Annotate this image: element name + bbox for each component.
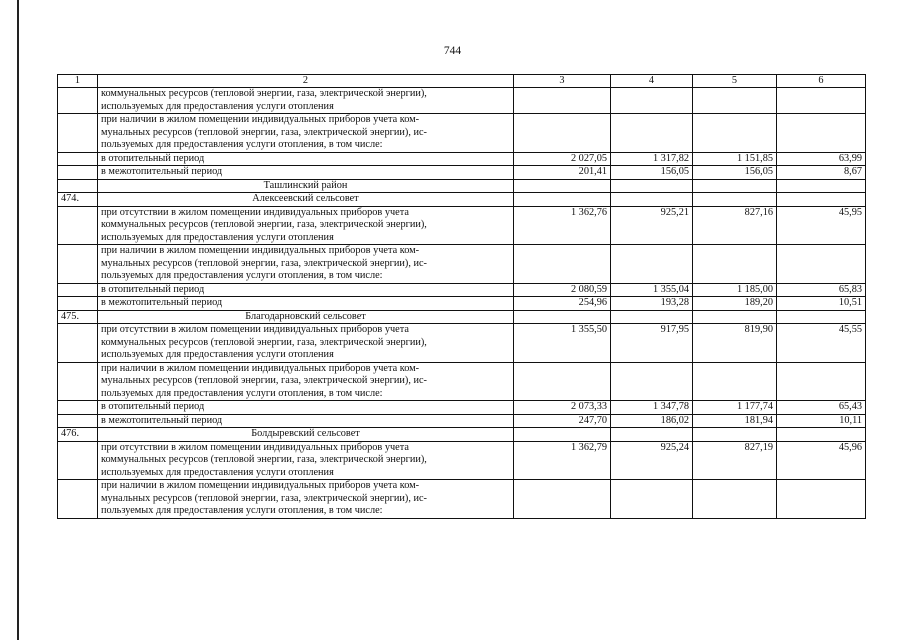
- value-cell: 1 347,78: [611, 401, 693, 415]
- header-cell: 4: [611, 75, 693, 88]
- section-title: Благодарновский сельсовет: [98, 310, 514, 324]
- value-cell: 10,51: [777, 297, 866, 311]
- row-number-cell: [58, 297, 98, 311]
- empty-cell: [693, 310, 777, 324]
- row-number-cell: [58, 480, 98, 519]
- empty-cell: [514, 428, 611, 442]
- page-number: 744: [443, 45, 462, 57]
- table-row: [58, 362, 866, 401]
- table-row: [58, 283, 866, 297]
- value-cell: 1 362,76: [514, 206, 611, 245]
- row-description: в отопительный период: [98, 401, 514, 415]
- value-cell: [514, 362, 611, 401]
- table-row: [58, 206, 866, 245]
- row-description: при наличии в жилом помещении индивидуальных приборов учета ком- мунальных ресурсов (тепловой энергии, газа, электрической энергии), ис- пользуемых для предоставления услуги отопления, в том числе:: [98, 480, 514, 519]
- value-cell: [693, 245, 777, 284]
- row-number-cell: [58, 88, 98, 114]
- value-cell: [693, 480, 777, 519]
- section-title: Болдыревский сельсовет: [98, 428, 514, 442]
- table-row: [58, 324, 866, 363]
- table-row: [58, 414, 866, 428]
- table-row: [58, 114, 866, 153]
- empty-cell: [693, 193, 777, 207]
- row-number-cell: [58, 441, 98, 480]
- scan-edge-line: [17, 0, 19, 640]
- value-cell: 186,02: [611, 414, 693, 428]
- value-cell: [611, 88, 693, 114]
- value-cell: [777, 114, 866, 153]
- row-number: 474.: [58, 193, 98, 207]
- row-description: в межотопительный период: [98, 414, 514, 428]
- empty-cell: [611, 193, 693, 207]
- value-cell: [514, 480, 611, 519]
- value-cell: [693, 362, 777, 401]
- value-cell: [693, 114, 777, 153]
- empty-cell: [514, 179, 611, 193]
- row-description: при отсутствии в жилом помещении индивидуальных приборов учета коммунальных ресурсов (тепловой энергии, газа, электрической энергии), используемых для предоставления услуги отопления: [98, 441, 514, 480]
- header-cell: 6: [777, 75, 866, 88]
- row-number-cell: [58, 166, 98, 180]
- value-cell: 1 355,04: [611, 283, 693, 297]
- row-number-cell: [58, 401, 98, 415]
- value-cell: 45,95: [777, 206, 866, 245]
- row-description: в межотопительный период: [98, 297, 514, 311]
- value-cell: 925,21: [611, 206, 693, 245]
- value-cell: 827,16: [693, 206, 777, 245]
- value-cell: 1 362,79: [514, 441, 611, 480]
- value-cell: [777, 480, 866, 519]
- empty-cell: [611, 428, 693, 442]
- row-number: 475.: [58, 310, 98, 324]
- value-cell: 8,67: [777, 166, 866, 180]
- table-row: [58, 401, 866, 415]
- value-cell: 65,43: [777, 401, 866, 415]
- header-cell: 1: [58, 75, 98, 88]
- row-description: при наличии в жилом помещении индивидуальных приборов учета ком- мунальных ресурсов (тепловой энергии, газа, электрической энергии), ис- пользуемых для предоставления услуги отопления, в том числе:: [98, 362, 514, 401]
- value-cell: [777, 88, 866, 114]
- row-number-cell: [58, 414, 98, 428]
- value-cell: 1 355,50: [514, 324, 611, 363]
- value-cell: 45,96: [777, 441, 866, 480]
- value-cell: [514, 245, 611, 284]
- value-cell: [777, 245, 866, 284]
- empty-cell: [693, 428, 777, 442]
- empty-cell: [777, 179, 866, 193]
- value-cell: [514, 88, 611, 114]
- row-number-cell: [58, 245, 98, 284]
- tariff-table: [57, 74, 866, 519]
- row-description: при наличии в жилом помещении индивидуальных приборов учета ком- мунальных ресурсов (тепловой энергии, газа, электрической энергии), ис- пользуемых для предоставления услуги отопления, в том числе:: [98, 245, 514, 284]
- row-description: при отсутствии в жилом помещении индивидуальных приборов учета коммунальных ресурсов (тепловой энергии, газа, электрической энергии), используемых для предоставления услуги отопления: [98, 206, 514, 245]
- value-cell: 156,05: [611, 166, 693, 180]
- section-title: Алексеевский сельсовет: [98, 193, 514, 207]
- row-number-cell: [58, 283, 98, 297]
- value-cell: 156,05: [693, 166, 777, 180]
- value-cell: 247,70: [514, 414, 611, 428]
- table-row: [58, 245, 866, 284]
- value-cell: 819,90: [693, 324, 777, 363]
- row-number-cell: [58, 114, 98, 153]
- value-cell: [514, 114, 611, 153]
- value-cell: 925,24: [611, 441, 693, 480]
- empty-cell: [693, 179, 777, 193]
- value-cell: 917,95: [611, 324, 693, 363]
- header-cell: 5: [693, 75, 777, 88]
- value-cell: 10,11: [777, 414, 866, 428]
- value-cell: [693, 88, 777, 114]
- value-cell: 65,83: [777, 283, 866, 297]
- row-number-cell: [58, 324, 98, 363]
- section-row: [58, 310, 866, 324]
- table-row: [58, 297, 866, 311]
- value-cell: [611, 362, 693, 401]
- empty-cell: [611, 179, 693, 193]
- table-row: [58, 88, 866, 114]
- header-cell: 2: [98, 75, 514, 88]
- table-row: [58, 166, 866, 180]
- empty-cell: [777, 310, 866, 324]
- row-description: при наличии в жилом помещении индивидуальных приборов учета ком- мунальных ресурсов (тепловой энергии, газа, электрической энергии), ис- пользуемых для предоставления услуги отопления, в том числе:: [98, 114, 514, 153]
- value-cell: 1 177,74: [693, 401, 777, 415]
- empty-cell: [611, 310, 693, 324]
- value-cell: 45,55: [777, 324, 866, 363]
- value-cell: [777, 362, 866, 401]
- table-row: [58, 152, 866, 166]
- empty-cell: [777, 428, 866, 442]
- header-cell: 3: [514, 75, 611, 88]
- table-row: [58, 441, 866, 480]
- row-description: при отсутствии в жилом помещении индивидуальных приборов учета коммунальных ресурсов (тепловой энергии, газа, электрической энергии), используемых для предоставления услуги отопления: [98, 324, 514, 363]
- value-cell: 2 027,05: [514, 152, 611, 166]
- value-cell: 254,96: [514, 297, 611, 311]
- value-cell: [611, 480, 693, 519]
- district-name: Ташлинский район: [98, 179, 514, 193]
- section-row: [58, 193, 866, 207]
- value-cell: [611, 245, 693, 284]
- row-description: коммунальных ресурсов (тепловой энергии, газа, электрической энергии), используемых для предоставления услуги отопления: [98, 88, 514, 114]
- value-cell: 2 073,33: [514, 401, 611, 415]
- empty-cell: [58, 179, 98, 193]
- value-cell: 201,41: [514, 166, 611, 180]
- value-cell: 1 317,82: [611, 152, 693, 166]
- table-row: [58, 480, 866, 519]
- row-description: в межотопительный период: [98, 166, 514, 180]
- value-cell: 2 080,59: [514, 283, 611, 297]
- row-description: в отопительный период: [98, 283, 514, 297]
- district-row: [58, 179, 866, 193]
- value-cell: [611, 114, 693, 153]
- row-description: в отопительный период: [98, 152, 514, 166]
- empty-cell: [777, 193, 866, 207]
- row-number-cell: [58, 362, 98, 401]
- section-row: [58, 428, 866, 442]
- tariff-table-body: [58, 75, 866, 519]
- value-cell: 193,28: [611, 297, 693, 311]
- value-cell: 181,94: [693, 414, 777, 428]
- row-number: 476.: [58, 428, 98, 442]
- empty-cell: [514, 310, 611, 324]
- value-cell: 63,99: [777, 152, 866, 166]
- value-cell: 1 151,85: [693, 152, 777, 166]
- table-header-row: [58, 75, 866, 88]
- row-number-cell: [58, 152, 98, 166]
- value-cell: 827,19: [693, 441, 777, 480]
- empty-cell: [514, 193, 611, 207]
- row-number-cell: [58, 206, 98, 245]
- value-cell: 189,20: [693, 297, 777, 311]
- value-cell: 1 185,00: [693, 283, 777, 297]
